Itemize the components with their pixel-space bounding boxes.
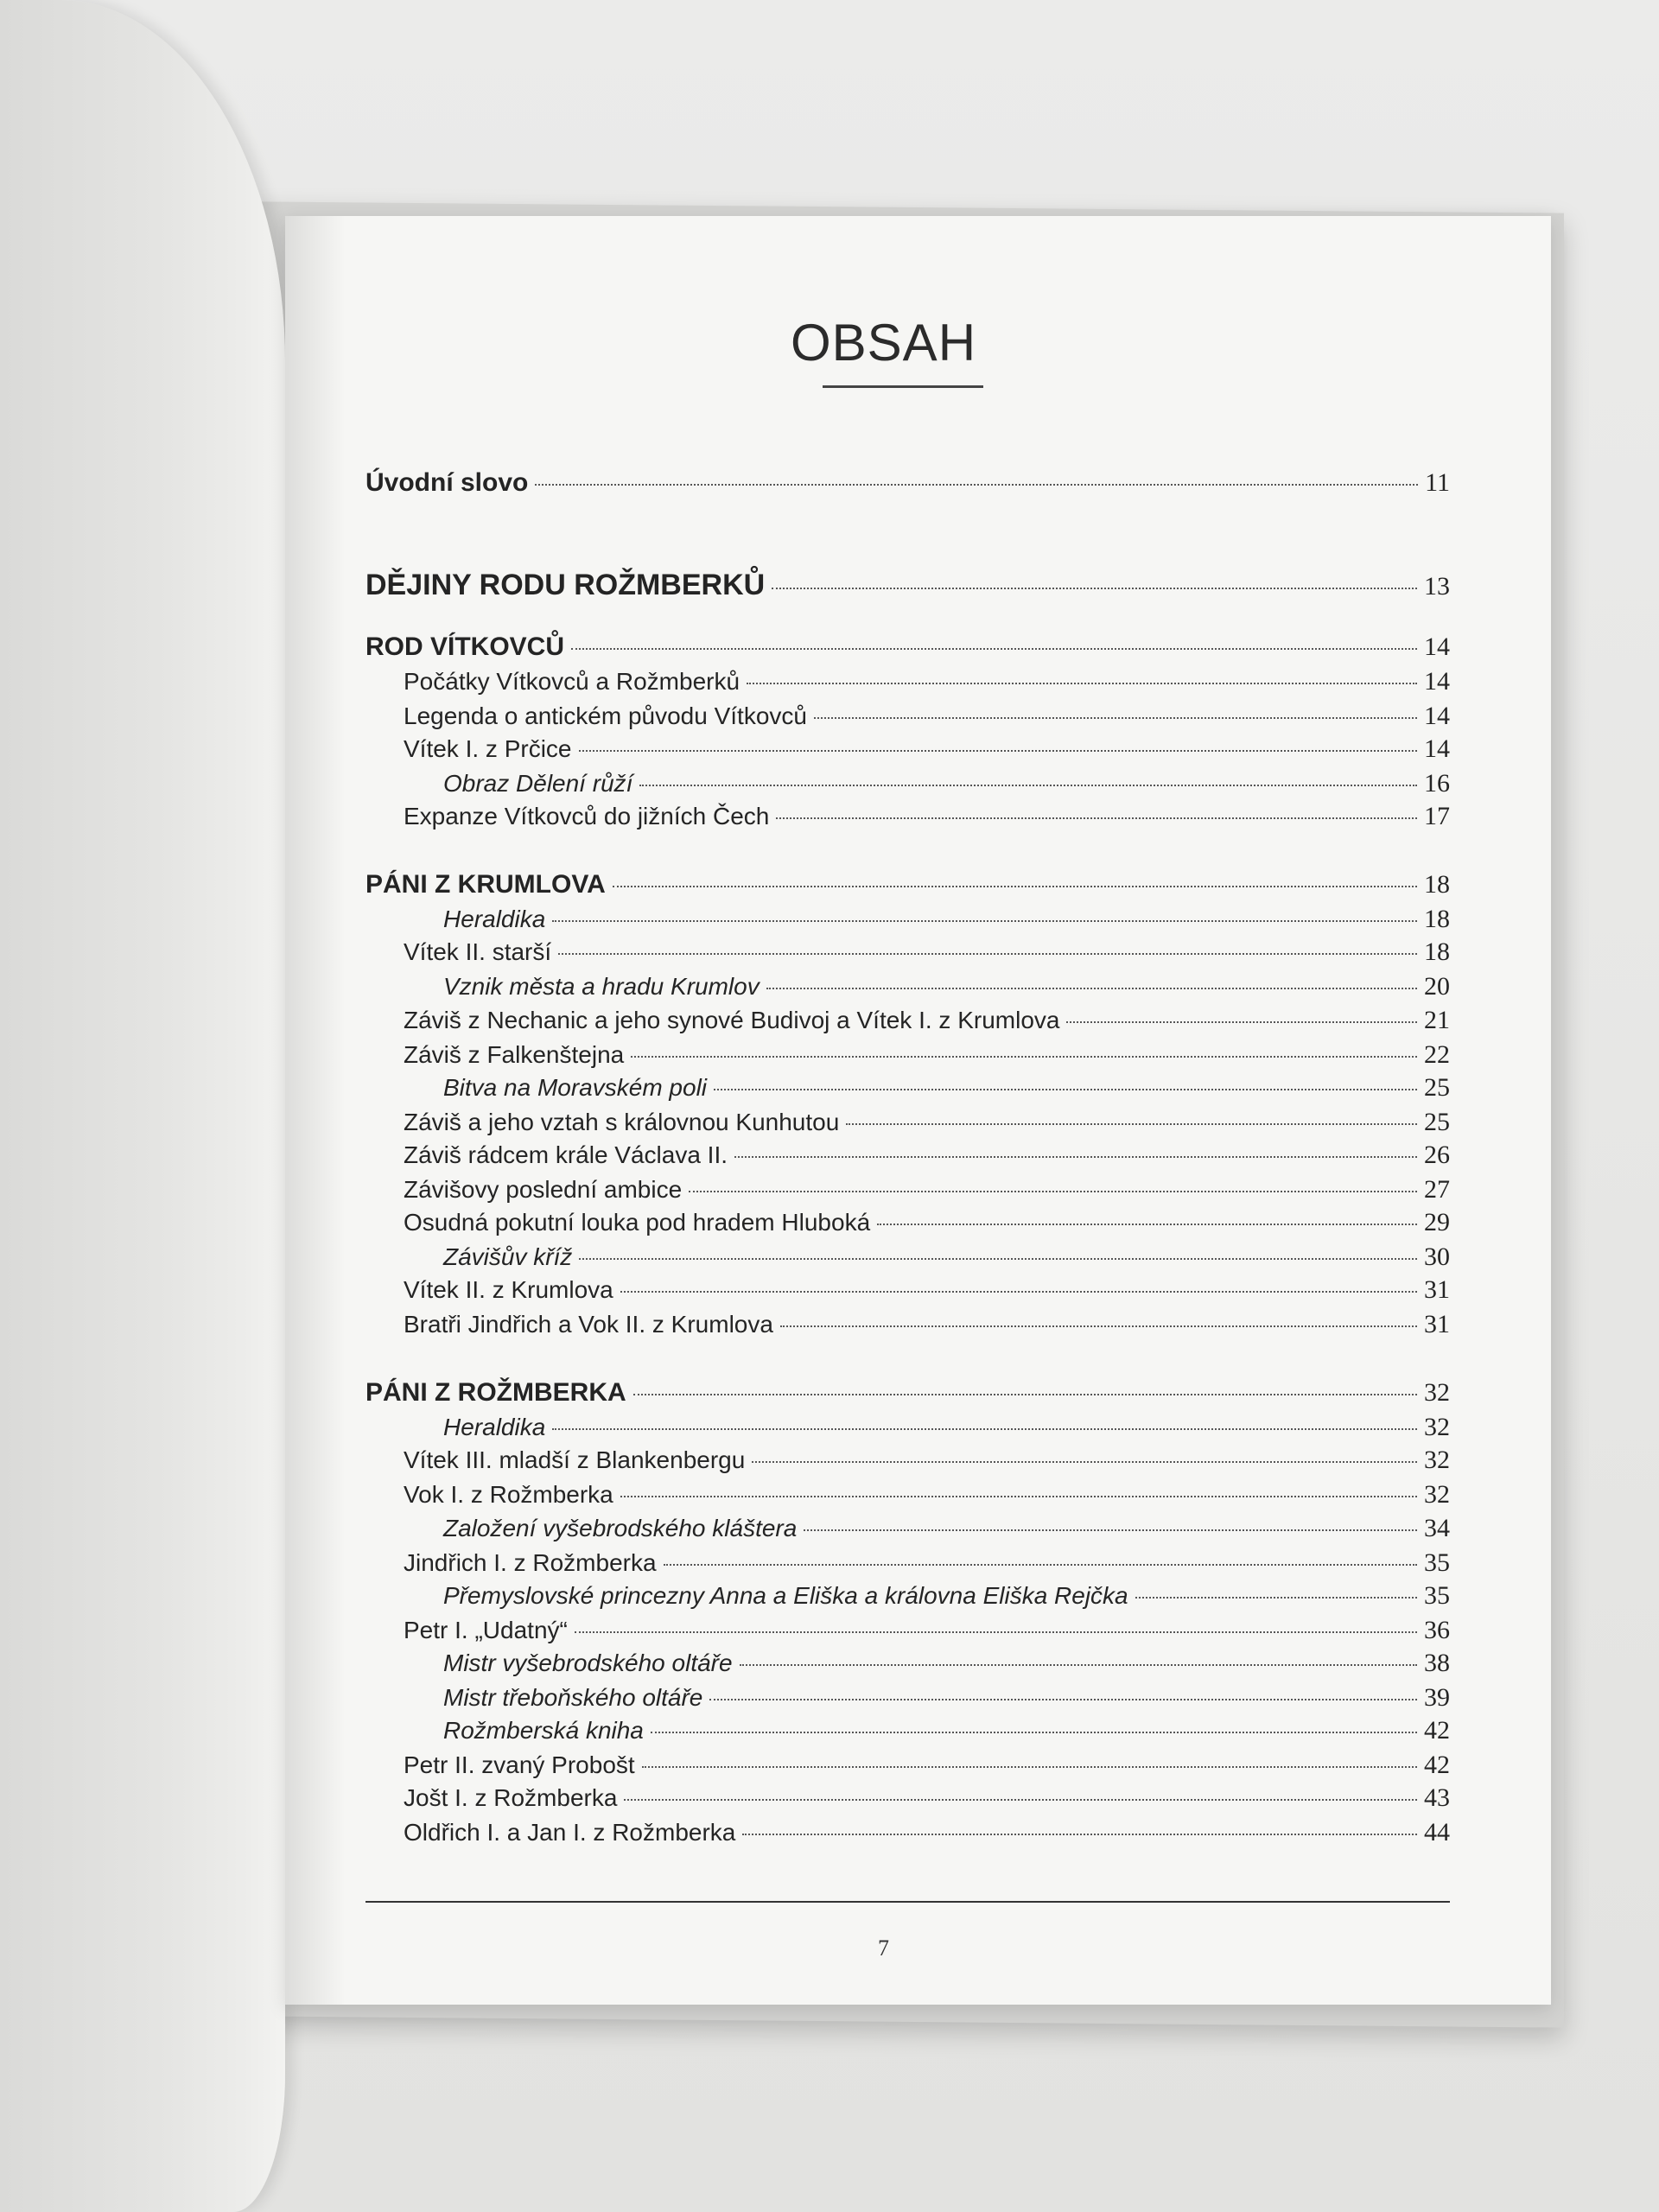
toc-entry-label: Mistr vyšebrodského oltáře bbox=[443, 1649, 733, 1676]
toc-entry bbox=[365, 631, 1450, 664]
toc-entry bbox=[404, 1004, 1450, 1037]
toc-entry-label: Obraz Dělení růží bbox=[443, 770, 633, 797]
toc-entry-label: Záviš a jeho vztah s královnou Kunhutou bbox=[404, 1109, 840, 1135]
dot-leader bbox=[814, 717, 1417, 719]
dot-leader bbox=[747, 683, 1417, 684]
toc-entry-label: Bitva na Moravském poli bbox=[443, 1074, 708, 1101]
dot-leader bbox=[642, 1766, 1417, 1768]
left-page bbox=[0, 0, 285, 2212]
toc-entry bbox=[404, 733, 1450, 766]
dot-leader bbox=[664, 1564, 1417, 1566]
dot-leader bbox=[772, 588, 1417, 589]
toc-entry-page-number: 14 bbox=[1424, 702, 1450, 730]
dot-leader bbox=[571, 648, 1417, 650]
toc-entry bbox=[404, 1478, 1450, 1511]
dot-leader bbox=[752, 1461, 1417, 1463]
dot-leader bbox=[613, 886, 1417, 887]
toc-entry-page-number: 16 bbox=[1424, 769, 1450, 798]
toc-entry-label: PÁNI Z ROŽMBERKA bbox=[365, 1378, 626, 1407]
toc-entry bbox=[404, 1106, 1450, 1139]
toc-entry bbox=[443, 1512, 1450, 1545]
dot-leader bbox=[620, 1291, 1417, 1293]
toc-entry-page-number: 17 bbox=[1424, 802, 1450, 830]
toc-entry-page-number: 18 bbox=[1424, 870, 1450, 899]
toc-entry bbox=[404, 1039, 1450, 1071]
toc-entry bbox=[443, 1241, 1450, 1274]
toc-entry bbox=[365, 467, 1450, 499]
toc-entry-label: Záviš z Falkenštejna bbox=[404, 1041, 625, 1068]
toc-entry bbox=[443, 1580, 1450, 1612]
toc-entry bbox=[404, 1816, 1450, 1849]
toc-entry-label: Vítek II. z Krumlova bbox=[404, 1276, 613, 1303]
toc-entry-page-number: 42 bbox=[1424, 1716, 1450, 1745]
toc-entry-label: Bratři Jindřich a Vok II. z Krumlova bbox=[404, 1311, 773, 1338]
toc-entry-page-number: 31 bbox=[1424, 1310, 1450, 1338]
dot-leader bbox=[575, 1631, 1417, 1633]
book-page bbox=[285, 216, 1551, 2005]
toc-entry-label: Jošt I. z Rožmberka bbox=[404, 1784, 618, 1811]
dot-leader bbox=[877, 1224, 1417, 1225]
toc-entry-page-number: 32 bbox=[1424, 1480, 1450, 1509]
toc-entry-page-number: 39 bbox=[1424, 1683, 1450, 1712]
toc-entry-label: Jindřich I. z Rožmberka bbox=[404, 1549, 657, 1576]
page-number: 7 bbox=[878, 1936, 889, 1961]
toc-entry-page-number: 30 bbox=[1424, 1243, 1450, 1271]
toc-entry-label: Rožmberská kniha bbox=[443, 1717, 644, 1744]
toc-entry-page-number: 22 bbox=[1424, 1040, 1450, 1069]
toc-entry bbox=[365, 1376, 1450, 1409]
toc-entry-label: PÁNI Z KRUMLOVA bbox=[365, 870, 606, 899]
dot-leader bbox=[714, 1089, 1417, 1090]
toc-entry-page-number: 27 bbox=[1424, 1175, 1450, 1204]
toc-entry-page-number: 44 bbox=[1424, 1818, 1450, 1847]
toc-entry-label: Počátky Vítkovců a Rožmberků bbox=[404, 668, 741, 695]
toc-entry-label: Heraldika bbox=[443, 1414, 546, 1440]
toc-entry-page-number: 14 bbox=[1424, 667, 1450, 696]
dot-leader bbox=[734, 1156, 1417, 1158]
page-title: OBSAH bbox=[790, 314, 977, 372]
toc-entry bbox=[365, 868, 1450, 901]
toc-entry-page-number: 34 bbox=[1424, 1514, 1450, 1542]
toc-entry-label: Vítek III. mladší z Blankenbergu bbox=[404, 1446, 746, 1473]
dot-leader bbox=[846, 1123, 1417, 1125]
toc-entry-page-number: 14 bbox=[1424, 632, 1450, 661]
toc-entry-label: Přemyslovské princezny Anna a Eliška a královna Eliška Rejčka bbox=[443, 1582, 1128, 1609]
toc-entry-label: Vítek II. starší bbox=[404, 938, 552, 965]
toc-entry-label: Petr II. zvaný Probošt bbox=[404, 1751, 635, 1778]
toc-entry-label: DĚJINY RODU ROŽMBERKŮ bbox=[365, 569, 766, 601]
toc-entry-page-number: 14 bbox=[1424, 734, 1450, 763]
toc-entry-label: Založení vyšebrodského kláštera bbox=[443, 1515, 798, 1541]
toc-entry bbox=[404, 800, 1450, 833]
toc-entry-page-number: 13 bbox=[1424, 572, 1450, 601]
dot-leader bbox=[624, 1799, 1417, 1801]
toc-entry bbox=[443, 1071, 1450, 1104]
toc-entry bbox=[404, 1614, 1450, 1647]
toc-entry-page-number: 32 bbox=[1424, 1446, 1450, 1474]
toc-entry-page-number: 11 bbox=[1425, 468, 1450, 497]
toc-entry-page-number: 42 bbox=[1424, 1751, 1450, 1779]
dot-leader bbox=[552, 1428, 1417, 1430]
dot-leader bbox=[766, 988, 1417, 989]
toc-entry bbox=[404, 1206, 1450, 1239]
toc-entry-page-number: 43 bbox=[1424, 1783, 1450, 1812]
toc-entry bbox=[443, 1647, 1450, 1680]
dot-leader bbox=[631, 1056, 1417, 1058]
toc-entry-page-number: 31 bbox=[1424, 1275, 1450, 1304]
toc-entry-label: ROD VÍTKOVCŮ bbox=[365, 632, 565, 661]
toc-entry bbox=[404, 1139, 1450, 1172]
toc-entry-page-number: 29 bbox=[1424, 1208, 1450, 1236]
dot-leader bbox=[1066, 1021, 1417, 1023]
toc-entry bbox=[404, 936, 1450, 969]
footer-rule bbox=[365, 1901, 1450, 1903]
dot-leader bbox=[633, 1394, 1417, 1395]
toc-entry-page-number: 32 bbox=[1424, 1378, 1450, 1407]
toc-entry-page-number: 36 bbox=[1424, 1616, 1450, 1644]
dot-leader bbox=[709, 1699, 1417, 1700]
toc-entry-page-number: 25 bbox=[1424, 1108, 1450, 1136]
toc-entry bbox=[443, 1411, 1450, 1444]
dot-leader bbox=[780, 1325, 1417, 1327]
toc-entry-label: Vok I. z Rožmberka bbox=[404, 1481, 613, 1508]
dot-leader bbox=[620, 1496, 1417, 1497]
toc-entry-label: Záviš z Nechanic a jeho synové Budivoj a Vítek I. z Krumlova bbox=[404, 1007, 1060, 1033]
dot-leader bbox=[558, 953, 1417, 955]
gutter-shadow bbox=[285, 216, 346, 2005]
toc-entry bbox=[404, 1547, 1450, 1580]
toc-entry-label: Mistr třeboňského oltáře bbox=[443, 1684, 703, 1711]
toc-entry-page-number: 35 bbox=[1424, 1581, 1450, 1610]
dot-leader bbox=[689, 1191, 1417, 1192]
toc-entry bbox=[443, 1681, 1450, 1714]
toc-entry-page-number: 26 bbox=[1424, 1141, 1450, 1169]
toc-entry-label: Expanze Vítkovců do jižních Čech bbox=[404, 803, 770, 830]
toc-entry bbox=[443, 767, 1450, 800]
toc-entry-page-number: 35 bbox=[1424, 1548, 1450, 1577]
toc-entry-label: Legenda o antickém původu Vítkovců bbox=[404, 702, 807, 729]
dot-leader bbox=[552, 920, 1417, 922]
dot-leader bbox=[579, 1258, 1417, 1260]
toc-entry bbox=[404, 1308, 1450, 1341]
toc-entry-page-number: 20 bbox=[1424, 972, 1450, 1001]
dot-leader bbox=[804, 1529, 1417, 1531]
toc-entry-label: Petr I. „Udatný“ bbox=[404, 1617, 568, 1643]
dot-leader bbox=[651, 1732, 1417, 1733]
toc-entry bbox=[404, 1782, 1450, 1815]
toc-entry bbox=[404, 1749, 1450, 1782]
toc-entry-label: Oldřich I. a Jan I. z Rožmberka bbox=[404, 1819, 736, 1846]
toc-entry-label: Závišovy poslední ambice bbox=[404, 1176, 683, 1203]
toc-entry-page-number: 21 bbox=[1424, 1006, 1450, 1034]
toc-entry bbox=[404, 665, 1450, 698]
dot-leader bbox=[535, 484, 1418, 486]
toc-entry-page-number: 18 bbox=[1424, 905, 1450, 933]
toc-entry-page-number: 38 bbox=[1424, 1649, 1450, 1677]
title-underline bbox=[823, 385, 983, 388]
toc-entry-label: Vznik města a hradu Krumlov bbox=[443, 973, 760, 1000]
toc-entry bbox=[443, 970, 1450, 1003]
dot-leader bbox=[1135, 1597, 1417, 1599]
dot-leader bbox=[579, 750, 1418, 752]
toc-entry bbox=[404, 700, 1450, 733]
dot-leader bbox=[742, 1834, 1417, 1835]
toc-entry-label: Heraldika bbox=[443, 906, 546, 932]
toc-entry-page-number: 32 bbox=[1424, 1413, 1450, 1441]
dot-leader bbox=[639, 785, 1417, 786]
toc-entry-page-number: 25 bbox=[1424, 1073, 1450, 1102]
toc-entry bbox=[404, 1274, 1450, 1306]
toc-entry bbox=[404, 1444, 1450, 1477]
dot-leader bbox=[776, 817, 1417, 819]
toc-entry-page-number: 18 bbox=[1424, 938, 1450, 966]
toc-entry bbox=[365, 566, 1450, 604]
dot-leader bbox=[740, 1664, 1417, 1666]
toc-entry-label: Závišův kříž bbox=[443, 1243, 573, 1270]
toc-entry-label: Vítek I. z Prčice bbox=[404, 735, 572, 762]
toc-entry bbox=[404, 1173, 1450, 1206]
toc-entry bbox=[443, 903, 1450, 936]
toc-entry-label: Záviš rádcem krále Václava II. bbox=[404, 1141, 728, 1168]
toc-entry-label: Úvodní slovo bbox=[365, 468, 529, 497]
toc-entry-label: Osudná pokutní louka pod hradem Hluboká bbox=[404, 1209, 871, 1236]
toc-entry bbox=[443, 1714, 1450, 1747]
